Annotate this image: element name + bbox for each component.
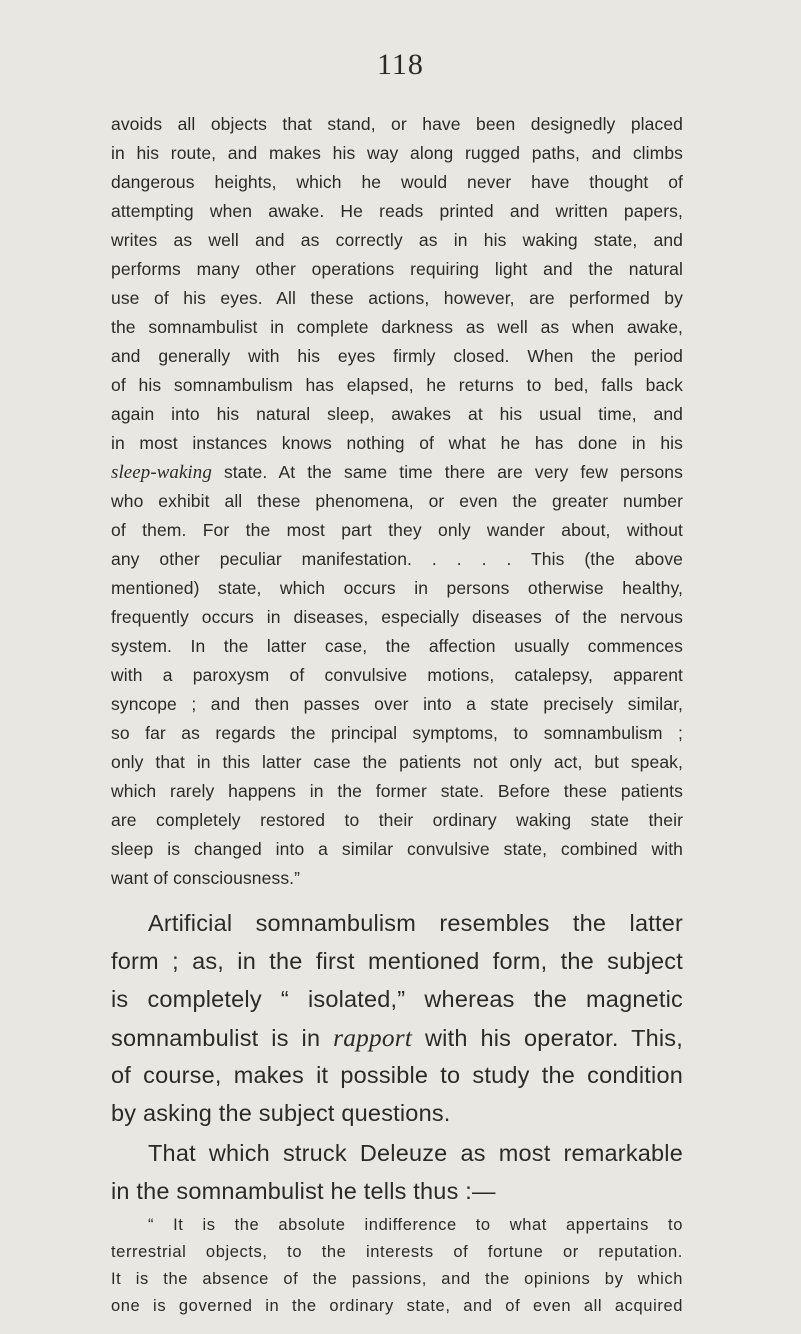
text-line: dangerous heights, which he would never have thought of [111, 172, 683, 192]
text-line: so far as regards the principal symptoms, to somnambulism ; [111, 723, 683, 743]
italic-term: sleep-waking [111, 462, 212, 483]
italic-term: rapport [333, 1024, 413, 1052]
page-number: 118 [377, 48, 424, 81]
text-line: That which struck Deleuze as most remarkable [148, 1140, 683, 1166]
text-line: with a paroxysm of convulsive motions, catalepsy, apparent [111, 665, 683, 685]
text-line: “ It is the absolute indifference to what appertains to [148, 1216, 683, 1234]
text-line: system. In the latter case, the affection usually commences [111, 636, 683, 656]
text-line: which rarely happens in the former state. Before these patients [111, 781, 683, 801]
text-line: frequently occurs in diseases, especially diseases of the nervous [111, 607, 683, 627]
text-line: in his route, and makes his way along rugged paths, and climbs [111, 143, 683, 163]
text-line: is completely “ isolated,” whereas the magnetic [111, 986, 683, 1012]
text-line: Artificial somnambulism resembles the latter [148, 910, 683, 936]
text-line: use of his eyes. All these actions, however, are performed by [111, 288, 683, 308]
text-line [111, 1024, 683, 1053]
text-line: the somnambulist in complete darkness as well as when awake, [111, 317, 683, 337]
text-line: writes as well and as correctly as in his waking state, and [111, 230, 683, 250]
text-line: form ; as, in the first mentioned form, the subject [111, 948, 683, 974]
text-line: syncope ; and then passes over into a state precisely similar, [111, 694, 683, 714]
text-line: performs many other operations requiring light and the natural [111, 259, 683, 279]
text-line: avoids all objects that stand, or have been designedly placed [111, 114, 683, 134]
text-span: with his operator. This, [412, 1025, 683, 1051]
text-line: attempting when awake. He reads printed and written papers, [111, 201, 683, 221]
text-line: of course, makes it possible to study the condition [111, 1062, 683, 1088]
text-span: state. At the same time there are very few persons [211, 462, 683, 482]
text-line: again into his natural sleep, awakes at his usual time, and [111, 404, 683, 424]
text-line: who exhibit all these phenomena, or even the greater number [111, 491, 683, 511]
text-line: mentioned) state, which occurs in persons otherwise healthy, [111, 578, 683, 598]
text-line: and generally with his eyes firmly closed. When the period [111, 346, 683, 366]
text-line: one is governed in the ordinary state, and of even all acquired [111, 1297, 683, 1315]
text-line: of them. For the most part they only wander about, without [111, 520, 683, 540]
text-line: any other peculiar manifestation. . . . . This (the above [111, 549, 683, 569]
text-line: terrestrial objects, to the interests of fortune or reputation. [111, 1243, 683, 1261]
text-line: want of consciousness.” [111, 868, 301, 888]
text-line: in most instances knows nothing of what he has done in his [111, 433, 683, 453]
text-span: somnambulist is in [111, 1025, 334, 1051]
text-line: by asking the subject questions. [111, 1100, 451, 1126]
text-line [111, 462, 683, 484]
text-line: of his somnambulism has elapsed, he returns to bed, falls back [111, 375, 683, 395]
text-line: sleep is changed into a similar convulsive state, combined with [111, 839, 683, 859]
text-line: It is the absence of the passions, and the opinions by which [111, 1270, 683, 1288]
text-line: in the somnambulist he tells thus :— [111, 1178, 496, 1204]
text-line: only that in this latter case the patients not only act, but speak, [111, 752, 683, 772]
text-line: are completely restored to their ordinary waking state their [111, 810, 683, 830]
